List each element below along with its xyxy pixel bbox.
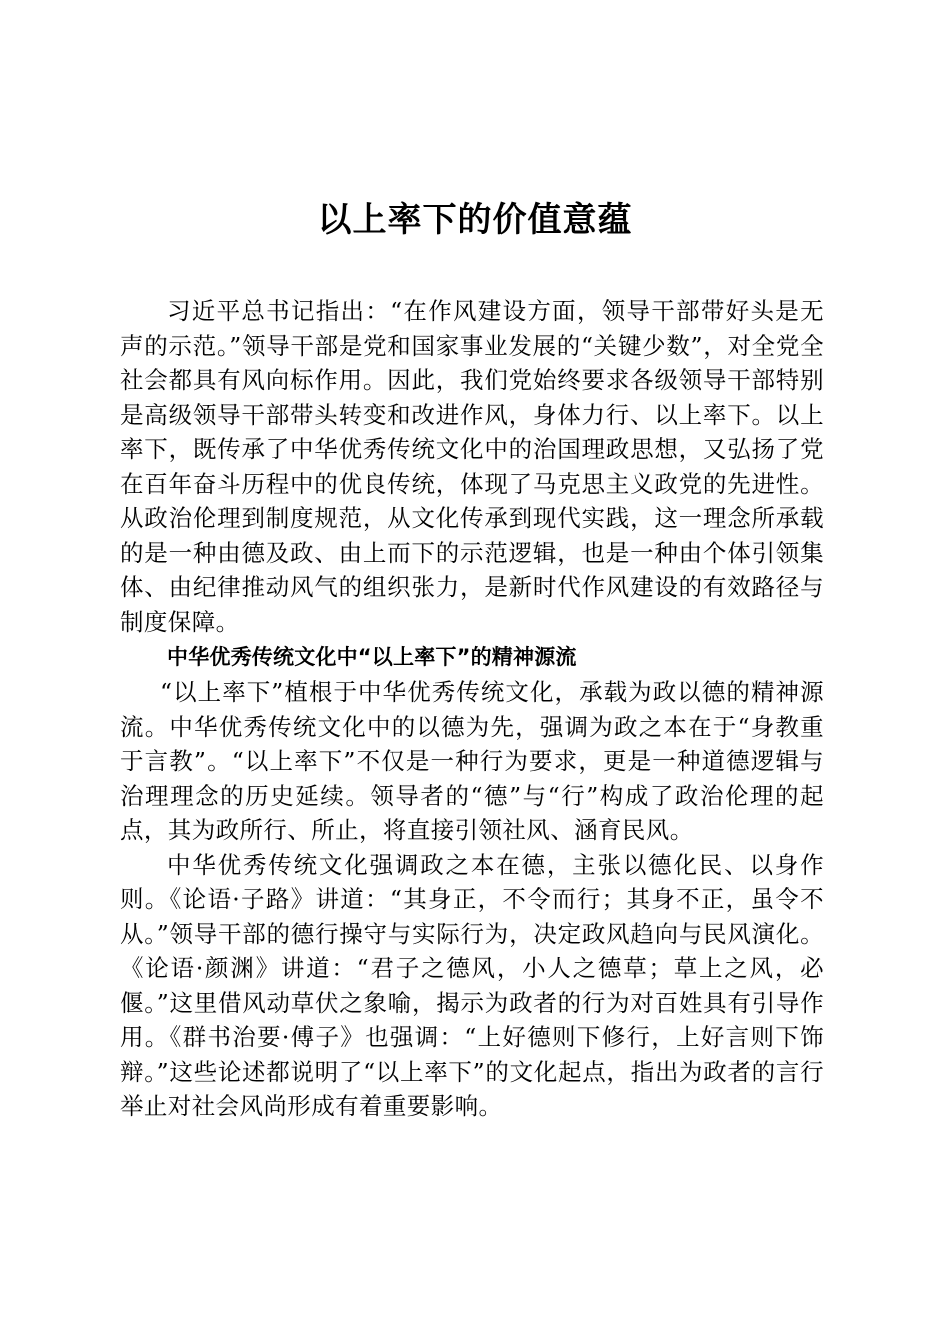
document-body xyxy=(120,294,824,1124)
section-paragraph-2: 中华优秀传统文化强调政之本在德，主张以德化民、以身作则。《论语·子路》讲道：“其身正，不令而行；其身不正，虽令不从。”领导干部的德行操守与实际行为，决定政风趋向与民风演化。《论语·颜渊》讲道：“君子之德风，小人之德草；草上之风，必偃。”这里借风动草伏之象喻，揭示为政者的行为对百姓具有引导作用。《群书治要·傅子》也强调：“上好德则下修行，上好言则下饰辩。”这些论述都说明了“以上率下”的文化起点，指出为政者的言行举止对社会风尚形成有着重要影响。 xyxy=(120,850,824,1120)
document-title: 以上率下的价值意蕴 xyxy=(317,200,633,240)
section-heading: 中华优秀传统文化中“以上率下”的精神源流 xyxy=(167,645,577,669)
intro-paragraph: 习近平总书记指出：“在作风建设方面，领导干部带好头是无声的示范。”领导干部是党和国家事业发展的“关键少数”，对全党全社会都具有风向标作用。因此，我们党始终要求各级领导干部特别是高级领导干部带头转变和改进作风，身体力行、以上率下。以上率下，既传承了中华优秀传统文化中的治国理政思想，又弘扬了党在百年奋斗历程中的优良传统，体现了马克思主义政党的先进性。从政治伦理到制度规范，从文化传承到现代实践，这一理念所承载的是一种由德及政、由上而下的示范逻辑，也是一种由个体引领集体、由纪律推动风气的组织张力，是新时代作风建设的有效路径与制度保障。 xyxy=(120,297,824,636)
section-paragraph-1: “以上率下”植根于中华优秀传统文化，承载为政以德的精神源流。中华优秀传统文化中的以德为先，强调为政之本在于“身教重于言教”。“以上率下”不仅是一种行为要求，更是一种道德逻辑与治理理念的历史延续。领导者的“德”与“行”构成了政治伦理的起点，其为政所行、所止，将直接引领社风、涵育民风。 xyxy=(120,678,824,844)
